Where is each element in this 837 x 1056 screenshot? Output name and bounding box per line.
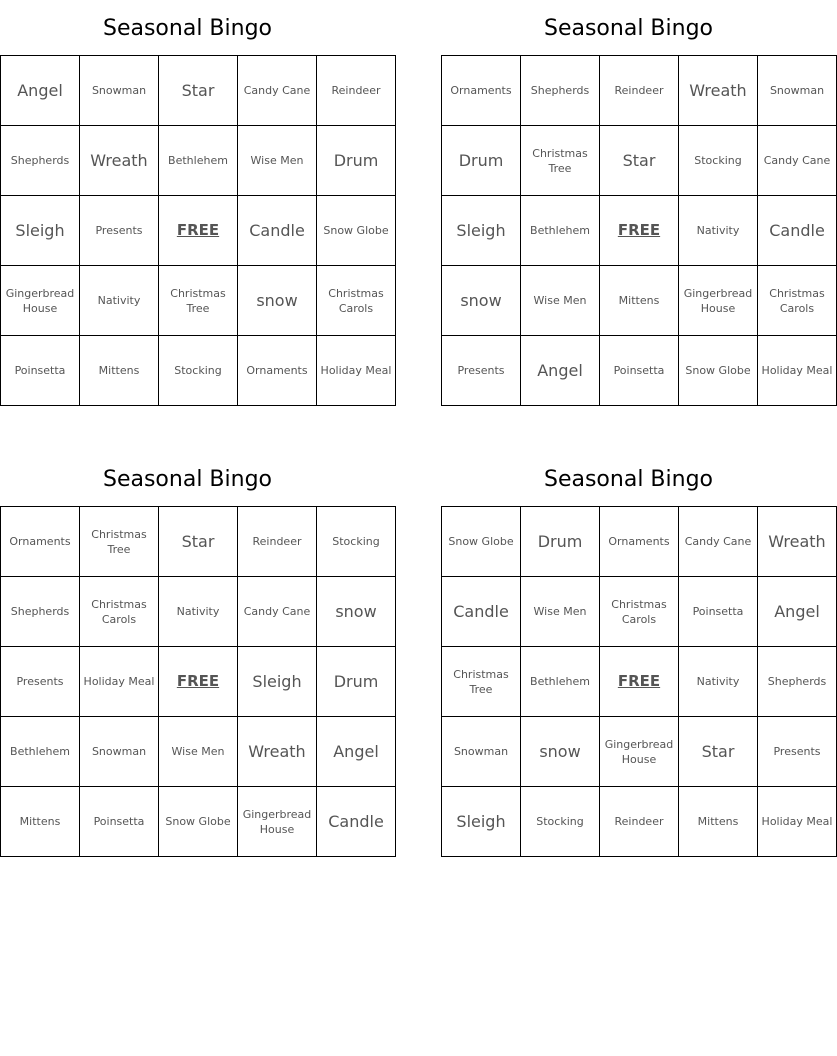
bingo-cell: Shepherds (521, 56, 600, 126)
bingo-cell: Presents (758, 717, 837, 787)
bingo-cell: Nativity (679, 647, 758, 717)
bingo-cell: Stocking (159, 336, 238, 406)
bingo-cell: Stocking (317, 507, 396, 577)
bingo-cell: Snowman (758, 56, 837, 126)
bingo-cell: Bethlehem (159, 126, 238, 196)
bingo-cell: Presents (1, 647, 80, 717)
grid-row (442, 507, 837, 577)
bingo-cell: Presents (80, 196, 159, 266)
bingo-cell: Angel (1, 56, 80, 126)
bingo-cell: Star (679, 717, 758, 787)
bingo-cell: Shepherds (1, 577, 80, 647)
grid-row (442, 717, 837, 787)
bingo-cell: Nativity (80, 266, 159, 336)
bingo-cell: Snow Globe (679, 336, 758, 406)
bingo-cell: Bethlehem (1, 717, 80, 787)
bingo-cell: Gingerbread House (238, 787, 317, 857)
grid-row (442, 266, 837, 336)
grid-row (442, 196, 837, 266)
bingo-cell: Nativity (159, 577, 238, 647)
bingo-cell: Snow Globe (442, 507, 521, 577)
grid-row (1, 787, 396, 857)
grid-row (1, 717, 396, 787)
bingo-cell: Drum (317, 647, 396, 717)
bingo-cell: Drum (521, 507, 600, 577)
bingo-cell: Nativity (679, 196, 758, 266)
bingo-cell: Poinsetta (600, 336, 679, 406)
card-title: Seasonal Bingo (543, 467, 713, 492)
bingo-cell: Angel (317, 717, 396, 787)
bingo-cell: Wise Men (521, 266, 600, 336)
bingo-cell: Wreath (758, 507, 837, 577)
grid-row (1, 196, 396, 266)
bingo-cell: Mittens (679, 787, 758, 857)
bingo-cell: Wreath (80, 126, 159, 196)
bingo-cell: Poinsetta (1, 336, 80, 406)
bingo-cell: Poinsetta (679, 577, 758, 647)
bingo-cell: Christmas Carols (80, 577, 159, 647)
bingo-cell: Wise Men (159, 717, 238, 787)
bingo-cell: Reindeer (317, 56, 396, 126)
bingo-cell: Ornaments (238, 336, 317, 406)
free-space: FREE (600, 647, 679, 717)
bingo-cell: Candle (317, 787, 396, 857)
bingo-cell: Ornaments (1, 507, 80, 577)
bingo-cell: Mittens (600, 266, 679, 336)
bingo-cell: Sleigh (442, 196, 521, 266)
bingo-cell: Gingerbread House (679, 266, 758, 336)
grid-row (1, 266, 396, 336)
bingo-cell: Christmas Tree (521, 126, 600, 196)
grid-row (1, 126, 396, 196)
bingo-cell: Star (159, 56, 238, 126)
bingo-cell: Snow Globe (317, 196, 396, 266)
grid-row (442, 577, 837, 647)
bingo-cell: snow (238, 266, 317, 336)
bingo-cell: Mittens (80, 336, 159, 406)
bingo-cell: snow (442, 266, 521, 336)
bingo-grid (0, 506, 396, 857)
grid-row (1, 336, 396, 406)
bingo-cell: Wreath (679, 56, 758, 126)
bingo-cell: Angel (521, 336, 600, 406)
bingo-cell: Bethlehem (521, 647, 600, 717)
grid-row (1, 647, 396, 717)
bingo-cell: Snow Globe (159, 787, 238, 857)
bingo-cell: Reindeer (600, 787, 679, 857)
bingo-cell: Ornaments (442, 56, 521, 126)
grid-row (442, 787, 837, 857)
grid-row (442, 56, 837, 126)
bingo-cell: Christmas Carols (758, 266, 837, 336)
card-title: Seasonal Bingo (102, 16, 272, 41)
bingo-cell: Candy Cane (758, 126, 837, 196)
bingo-cell: Shepherds (1, 126, 80, 196)
free-space: FREE (600, 196, 679, 266)
bingo-cell: Shepherds (758, 647, 837, 717)
bingo-cell: snow (521, 717, 600, 787)
bingo-cell: Snowman (442, 717, 521, 787)
grid-row (442, 647, 837, 717)
grid-row (442, 126, 837, 196)
bingo-cell: Christmas Tree (80, 507, 159, 577)
bingo-cell: Snowman (80, 717, 159, 787)
bingo-cell: Christmas Carols (317, 266, 396, 336)
grid-row (1, 56, 396, 126)
bingo-cell: Candy Cane (238, 56, 317, 126)
bingo-grid (441, 506, 837, 857)
bingo-cell: Holiday Meal (758, 336, 837, 406)
grid-row (1, 507, 396, 577)
bingo-cell: Sleigh (442, 787, 521, 857)
free-space: FREE (159, 196, 238, 266)
bingo-cell: Wreath (238, 717, 317, 787)
bingo-cell: Poinsetta (80, 787, 159, 857)
bingo-cell: Reindeer (238, 507, 317, 577)
bingo-cell: Snowman (80, 56, 159, 126)
bingo-cell: Candle (442, 577, 521, 647)
bingo-cell: Angel (758, 577, 837, 647)
bingo-grid (441, 55, 837, 406)
grid-row (442, 336, 837, 406)
card-title: Seasonal Bingo (102, 467, 272, 492)
bingo-cell: Gingerbread House (600, 717, 679, 787)
bingo-cell: Star (159, 507, 238, 577)
free-space: FREE (159, 647, 238, 717)
bingo-cell: Sleigh (1, 196, 80, 266)
bingo-cell: Wise Men (521, 577, 600, 647)
bingo-cell: snow (317, 577, 396, 647)
bingo-cell: Sleigh (238, 647, 317, 717)
bingo-cell: Candy Cane (679, 507, 758, 577)
bingo-cell: Mittens (1, 787, 80, 857)
bingo-cell: Christmas Carols (600, 577, 679, 647)
bingo-cell: Holiday Meal (317, 336, 396, 406)
bingo-cell: Christmas Tree (159, 266, 238, 336)
bingo-cell: Candy Cane (238, 577, 317, 647)
bingo-grid (0, 55, 396, 406)
grid-row (1, 577, 396, 647)
bingo-cell: Presents (442, 336, 521, 406)
bingo-cell: Ornaments (600, 507, 679, 577)
bingo-cell: Star (600, 126, 679, 196)
bingo-cell: Reindeer (600, 56, 679, 126)
bingo-cell: Stocking (521, 787, 600, 857)
bingo-cell: Candle (238, 196, 317, 266)
bingo-cell: Holiday Meal (758, 787, 837, 857)
card-title: Seasonal Bingo (543, 16, 713, 41)
bingo-cell: Bethlehem (521, 196, 600, 266)
bingo-cell: Wise Men (238, 126, 317, 196)
bingo-cell: Drum (317, 126, 396, 196)
bingo-cell: Holiday Meal (80, 647, 159, 717)
bingo-cell: Candle (758, 196, 837, 266)
bingo-cell: Drum (442, 126, 521, 196)
bingo-cell: Christmas Tree (442, 647, 521, 717)
bingo-cell: Gingerbread House (1, 266, 80, 336)
bingo-cell: Stocking (679, 126, 758, 196)
